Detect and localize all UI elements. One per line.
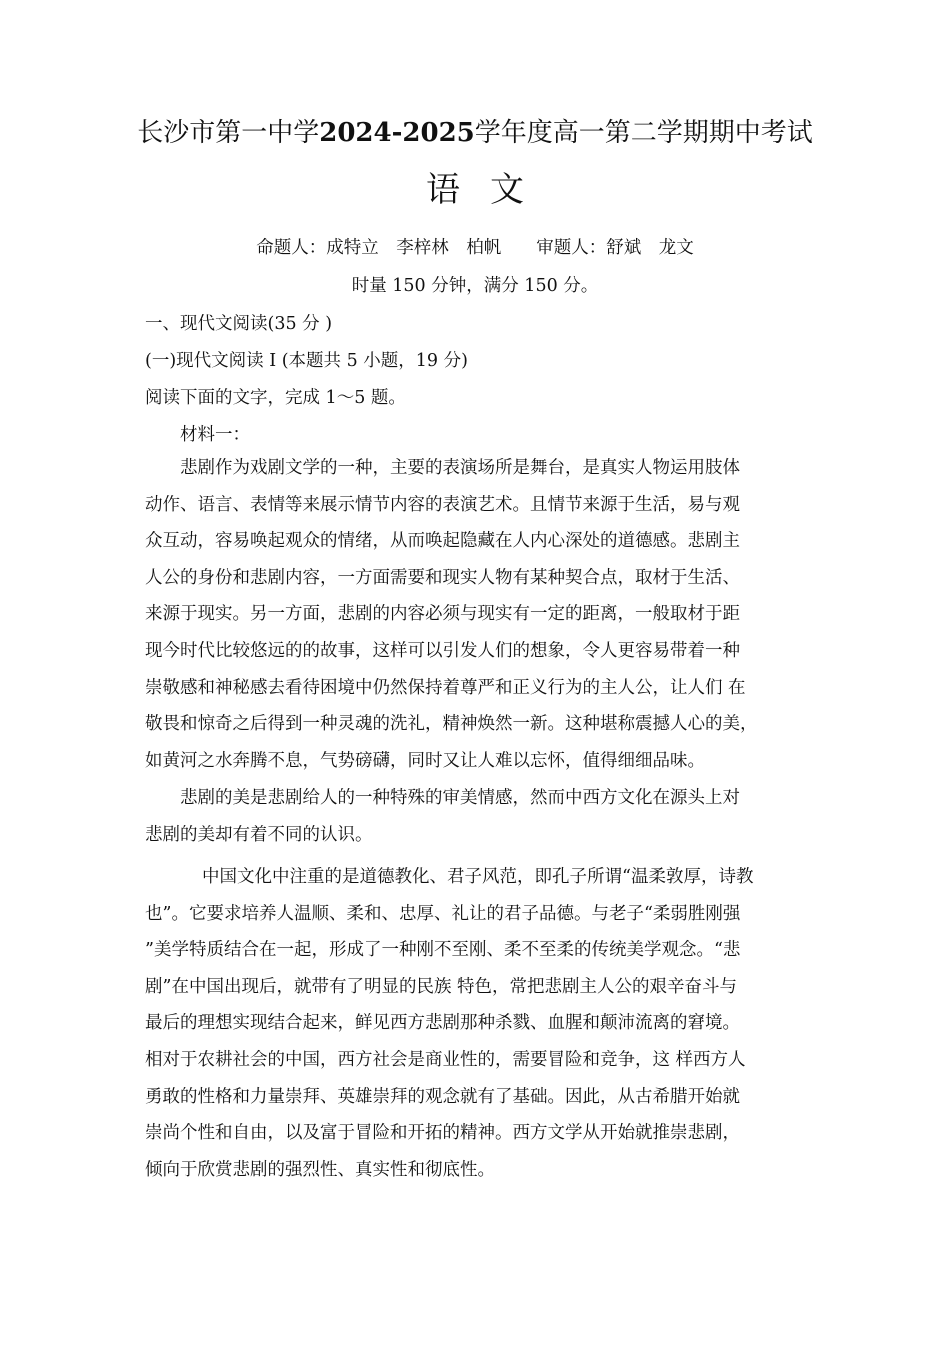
p3-line-1: 中国文化中注重的是道德教化、君子风范，即孔子所谓“温柔敦厚，诗教 <box>202 867 754 887</box>
p3-line-5: 最后的理想实现结合起来，鲜见西方悲剧那种杀戮、血腥和颠沛流离的窘境。 <box>145 1013 740 1034</box>
p3-line-3: ”美学特质结合在一起，形成了一种刚不至刚、柔不至柔的传统美学观念。“悲 <box>145 940 741 961</box>
sub-section-heading: (一)现代文阅读 I (本题共 5 小题，19 分) <box>145 351 468 371</box>
exam-title <box>0 112 950 149</box>
material-label: 材料一： <box>180 425 250 445</box>
p2-line-2: 悲剧的美却有着不同的认识。 <box>145 824 373 845</box>
p1-line-8: 敬畏和惊奇之后得到一种灵魂的洗礼，精神焕然一新。这种堪称震撼人心的美， <box>145 714 758 735</box>
section-heading: 一、现代文阅读(35 分 ) <box>145 314 333 334</box>
p1-line-7: 崇敬感和神秘感去看待困境中仍然保持着尊严和正义行为的主人公，让人们 在 <box>145 677 746 698</box>
p3-line-2: 也”。它要求培养人温顺、柔和、忠厚、礼让的君子品德。与老子“柔弱胜刚强 <box>145 903 741 924</box>
p1-line-6: 现今时代比较悠远的的故事，这样可以引发人们的想象，令人更容易带着一种 <box>145 640 740 661</box>
paragraph-1 <box>145 450 810 779</box>
p3-line-4: 剧”在中国出现后，就带有了明显的民族 特色，常把悲剧主人公的艰辛奋斗与 <box>145 976 738 997</box>
p3-line-9: 倾向于欣赏悲剧的强烈性、真实性和彻底性。 <box>145 1159 495 1180</box>
title-year: 2024-2025 <box>319 118 475 148</box>
paragraph-3 <box>145 859 810 1188</box>
title-suffix: 学年度高一第二学期期中考试 <box>474 118 813 148</box>
title-prefix: 长沙市第一中学 <box>137 118 320 148</box>
p3-line-8: 崇尚个性和自由，以及富于冒险和开拓的精神。西方文学从开始就推崇悲剧， <box>145 1123 740 1144</box>
p1-line-3: 众互动，容易唤起观众的情绪，从而唤起隐藏在人内心深处的道德感。悲剧主 <box>145 531 740 552</box>
instruction-line: 阅读下面的文字，完成 1～5 题。 <box>145 388 406 408</box>
p3-line-7: 勇敢的性格和力量崇拜、英雄崇拜的观念就有了基础。因此，从古希腊开始就 <box>145 1086 740 1107</box>
p1-line-9: 如黄河之水奔腾不息，气势磅礴，同时又让人难以忘怀，值得细细品味。 <box>145 750 705 771</box>
paragraph-2 <box>145 780 810 853</box>
p1-line-1: 悲剧作为戏剧文学的一种，主要的表演场所是舞台，是真实人物运用肢体 <box>180 458 740 478</box>
subject-title: 语文 <box>426 170 554 210</box>
authors-line: 命题人：成特立 李梓林 柏帆 审题人：舒斌 龙文 <box>256 238 694 258</box>
p1-line-2: 动作、语言、表情等来展示情节内容的表演艺术。且情节来源于生活，易与观 <box>145 494 740 515</box>
p3-line-6: 相对于农耕社会的中国，西方社会是商业性的，需要冒险和竞争，这 样西方人 <box>145 1049 746 1070</box>
duration-line: 时量 150 分钟，满分 150 分。 <box>351 276 599 296</box>
p1-line-5: 来源于现实。另一方面，悲剧的内容必须与现实有一定的距离，一般取材于距 <box>145 604 740 625</box>
p2-line-1: 悲剧的美是悲剧给人的一种特殊的审美情感，然而中西方文化在源头上对 <box>180 788 740 808</box>
p1-line-4: 人公的身份和悲剧内容，一方面需要和现实人物有某种契合点，取材于生活、 <box>145 567 740 588</box>
